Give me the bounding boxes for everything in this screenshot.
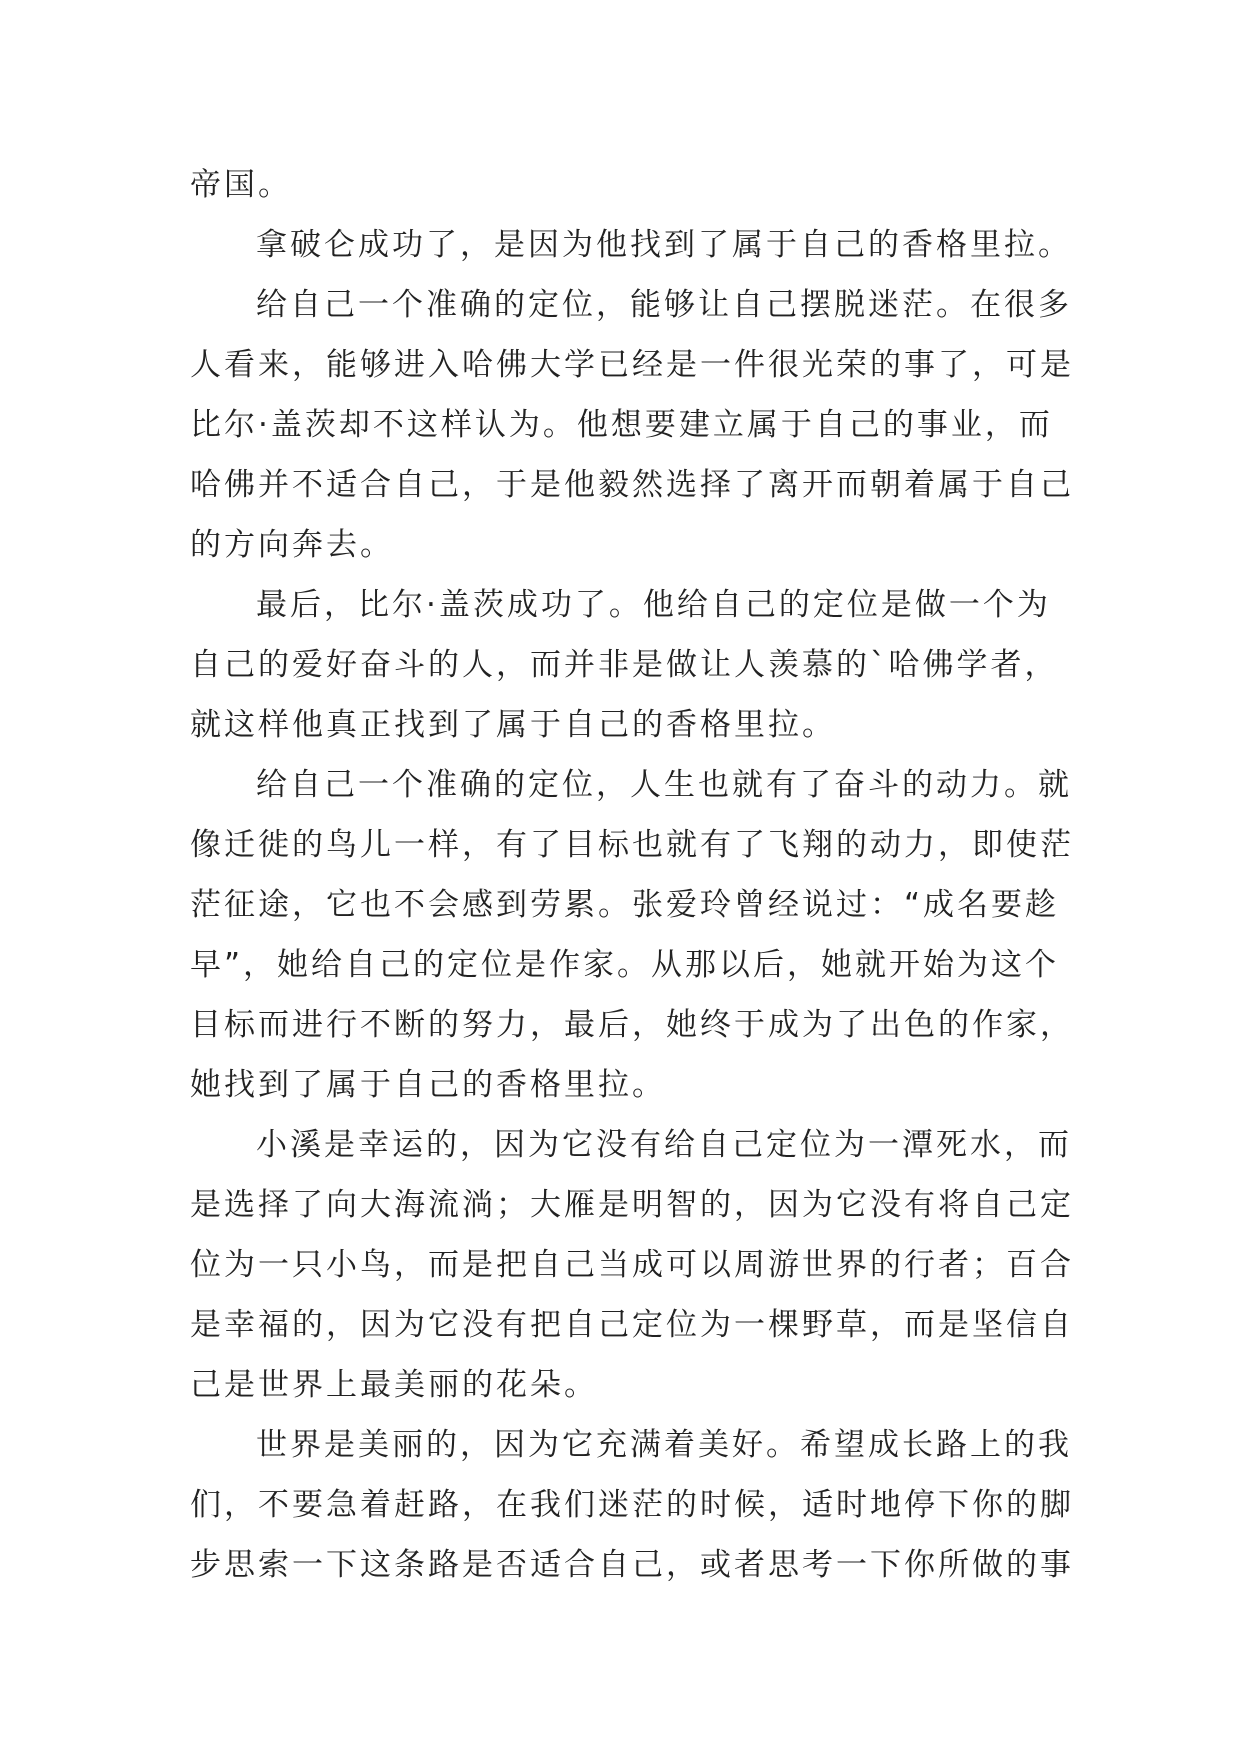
text-line: 哈佛并不适合自己，于是他毅然选择了离开而朝着属于自己 [190, 467, 1074, 503]
text-line: 的方向奔去。 [190, 527, 394, 563]
text-line: 步思索一下这条路是否适合自己，或者思考一下你所做的事 [190, 1547, 1074, 1583]
text-line: 位为一只小鸟，而是把自己当成可以周游世界的行者；百合 [190, 1247, 1074, 1283]
text-line: 给自己一个准确的定位，人生也就有了奋斗的动力。就 [256, 767, 1072, 803]
text-line: 最后，比尔·盖茨成功了。他给自己的定位是做一个为 [256, 587, 1051, 623]
essay-body [190, 155, 1074, 1595]
text-line: 比尔·盖茨却不这样认为。他想要建立属于自己的事业，而 [190, 407, 1053, 443]
text-line: 自己的爱好奋斗的人，而并非是做让人羡慕的`哈佛学者， [190, 647, 1059, 683]
text-line: 人看来，能够进入哈佛大学已经是一件很光荣的事了，可是 [190, 347, 1074, 383]
text-line: 世界是美丽的，因为它充满着美好。希望成长路上的我 [256, 1427, 1072, 1463]
text-line: 她找到了属于自己的香格里拉。 [190, 1067, 666, 1103]
text-line: 小溪是幸运的，因为它没有给自己定位为一潭死水，而 [256, 1127, 1072, 1163]
text-line: 己是世界上最美丽的花朵。 [190, 1367, 598, 1403]
text-line: 目标而进行不断的努力，最后，她终于成为了出色的作家， [190, 1007, 1074, 1043]
text-line: 像迁徙的鸟儿一样，有了目标也就有了飞翔的动力，即使茫 [190, 827, 1074, 863]
text-line: 拿破仑成功了，是因为他找到了属于自己的香格里拉。 [256, 227, 1072, 263]
text-line: 是选择了向大海流淌；大雁是明智的，因为它没有将自己定 [190, 1187, 1074, 1223]
text-line: 茫征途，它也不会感到劳累。张爱玲曾经说过：“成名要趁 [190, 887, 1060, 923]
text-line: 们，不要急着赶路，在我们迷茫的时候，适时地停下你的脚 [190, 1487, 1074, 1523]
text-line: 帝国。 [190, 167, 292, 203]
text-line: 给自己一个准确的定位，能够让自己摆脱迷茫。在很多 [256, 287, 1072, 323]
text-line: 早”，她给自己的定位是作家。从那以后，她就开始为这个 [190, 947, 1060, 983]
text-line: 就这样他真正找到了属于自己的香格里拉。 [190, 707, 836, 743]
text-line: 是幸福的，因为它没有把自己定位为一棵野草，而是坚信自 [190, 1307, 1074, 1343]
